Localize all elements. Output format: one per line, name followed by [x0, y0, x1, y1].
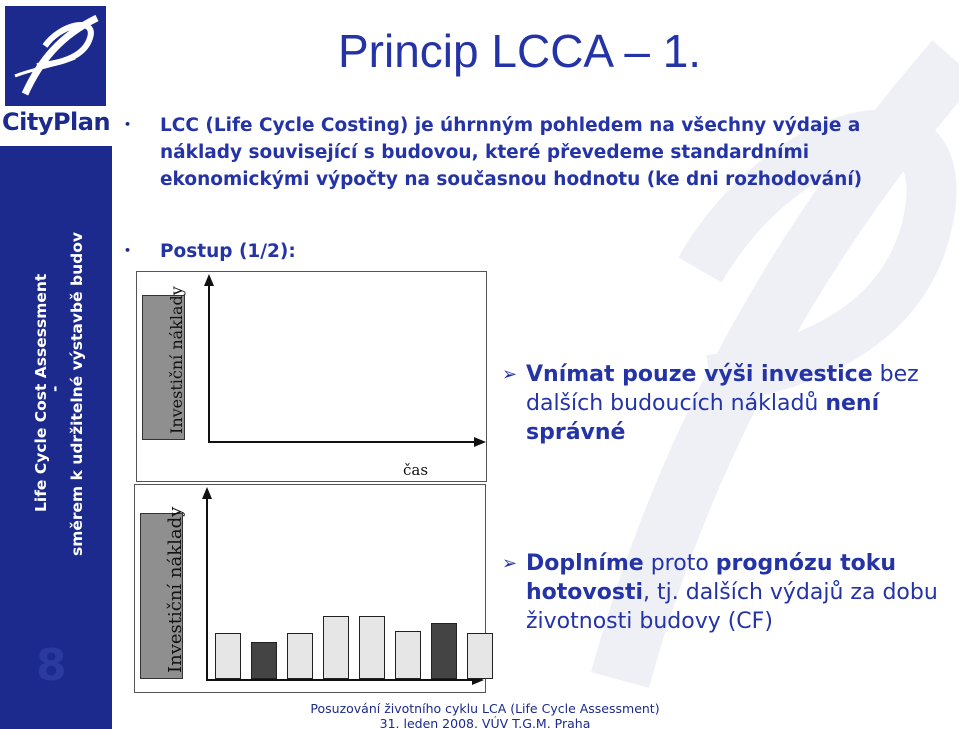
cityplan-logo-icon	[5, 6, 106, 106]
chart-bar-5	[359, 616, 385, 679]
sidebar-title-dash: -	[46, 385, 64, 392]
y-axis	[208, 284, 210, 443]
chart-bar-3	[287, 633, 313, 679]
bullet-text: Postup (1/2):	[160, 241, 296, 262]
footer	[180, 701, 790, 729]
x-axis	[208, 441, 476, 443]
footer-line2: 31. leden 2008. VÚV T.G.M. Praha	[379, 716, 591, 729]
note-bold-start: Doplníme	[526, 551, 644, 576]
note-normal2: , tj. dalších výdajů za dobu životnosti budovy (CF)	[526, 580, 938, 634]
y-axis	[206, 497, 208, 681]
chart-ylabel: Investiční náklady	[165, 506, 186, 673]
chart-bar-2	[251, 642, 277, 679]
note-normal: bez dalších budoucích nákladů	[526, 362, 919, 416]
chart-bar-6	[395, 631, 421, 679]
note-bold-mid: prognózu toku hotovosti	[526, 551, 897, 605]
note-bold-start: Vnímat pouze výši investice	[526, 362, 873, 387]
chart-cashflow	[134, 484, 486, 693]
y-axis-arrow-icon	[204, 274, 214, 286]
logo-text: CityPlan	[2, 108, 111, 136]
page-number: 8	[36, 640, 67, 691]
x-axis-arrow-icon	[474, 437, 486, 447]
bullet-dot-icon: •	[124, 118, 132, 131]
chart-bar-8	[467, 633, 493, 679]
chart-ylabel: Investiční náklady	[167, 286, 186, 434]
chart-bar-7	[431, 623, 457, 679]
x-axis	[206, 679, 474, 681]
arrow-bullet-icon: ➢	[502, 364, 518, 385]
chart-bar-4	[323, 616, 349, 679]
sidebar-title-line1: Life Cycle Cost Assessment	[32, 273, 50, 512]
sidebar	[0, 0, 112, 729]
arrow-bullet-icon: ➢	[502, 553, 518, 574]
chart-investment-only	[136, 271, 487, 482]
sidebar-title-line2: směrem k udržitelné výstavbě budov	[68, 232, 86, 556]
bullet-dot-icon: •	[124, 244, 132, 257]
note-cashflow	[502, 549, 957, 636]
bullet-text: LCC (Life Cycle Costing) je úhrnným pohledem na všechny výdaje a náklady související s budovou, které převedeme standardními ekonomickými výpočty na současnou hodnotu (ke dni rozhodování)	[160, 115, 863, 190]
y-axis-arrow-icon	[202, 487, 212, 499]
footer-line1: Posuzování životního cyklu LCA (Life Cycle Assessment)	[310, 701, 660, 716]
chart-xlabel: čas	[403, 461, 429, 479]
note-normal1: proto	[643, 551, 716, 576]
chart-bar-1	[215, 633, 241, 679]
note-bold-end: není správné	[526, 391, 880, 445]
page-title: Princip LCCA – 1.	[338, 25, 702, 77]
note-investment-only	[502, 360, 957, 447]
